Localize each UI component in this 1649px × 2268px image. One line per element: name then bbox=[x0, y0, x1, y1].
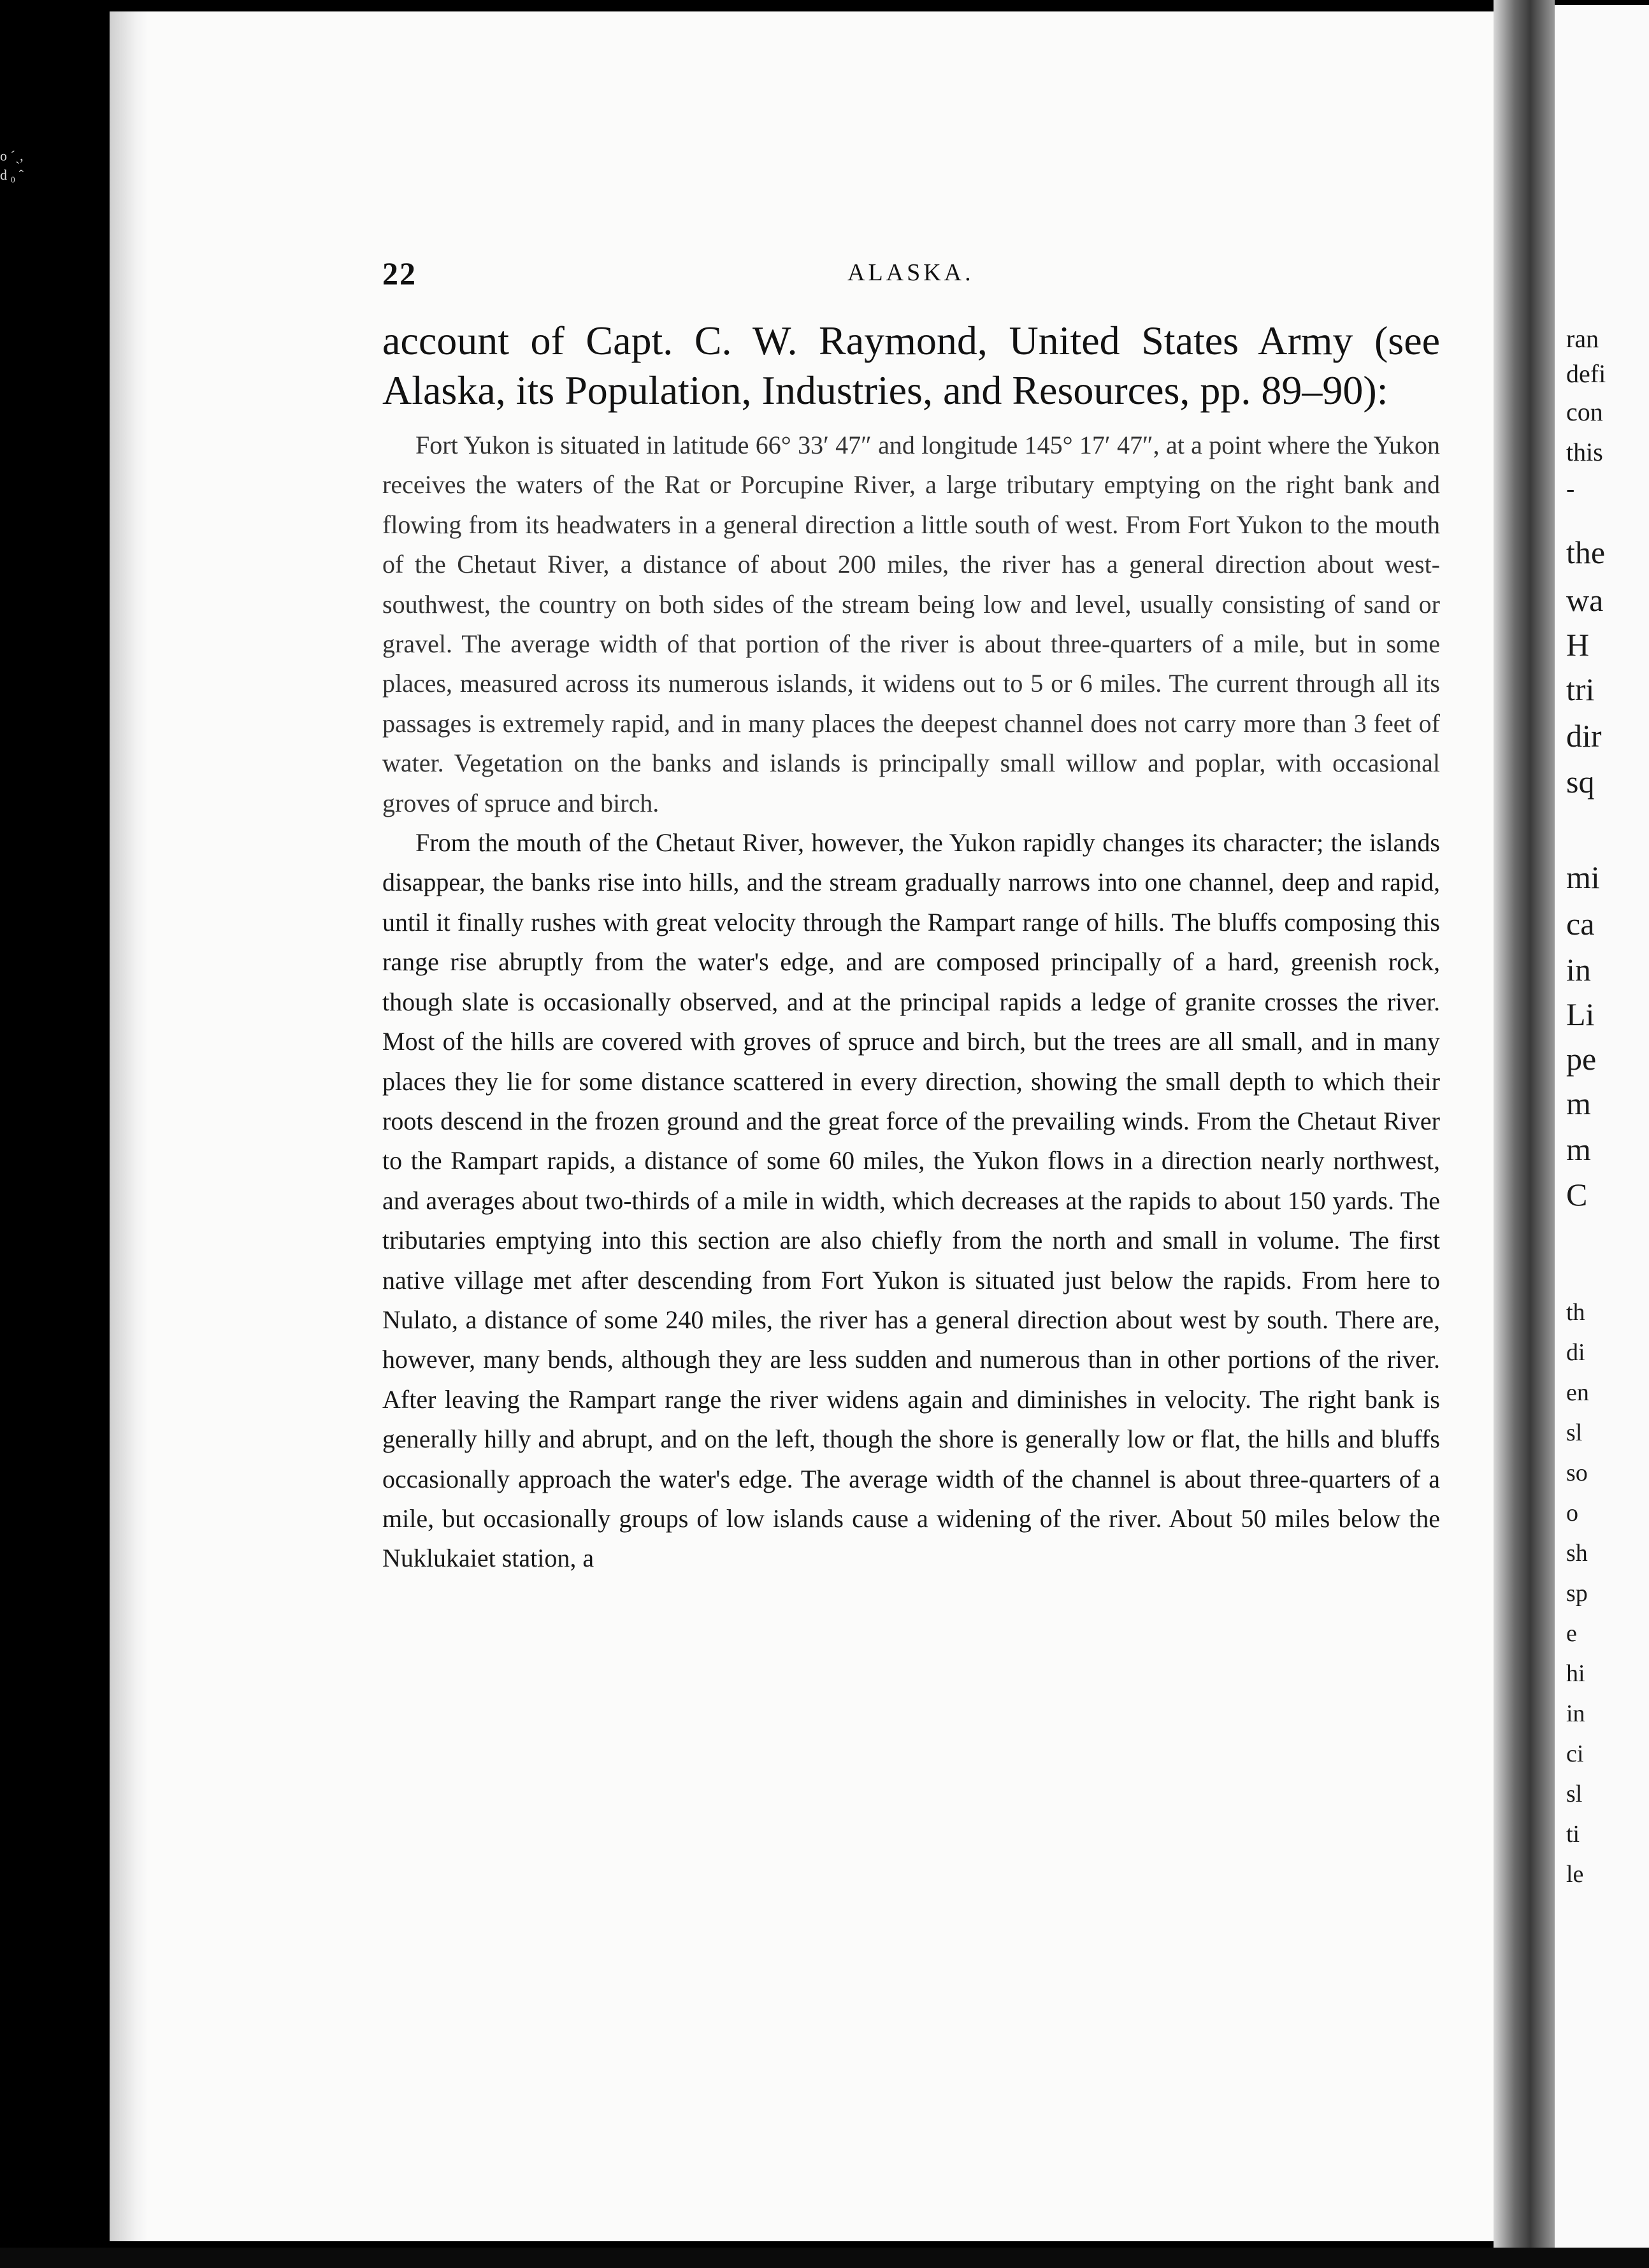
fragment-text: con bbox=[1566, 398, 1603, 426]
fragment-text: hi bbox=[1566, 1660, 1585, 1687]
fragment-text: wa bbox=[1566, 582, 1604, 618]
page-edge-shadow bbox=[110, 11, 148, 2241]
fragment-text: m bbox=[1566, 1086, 1591, 1121]
fragment-text: sh bbox=[1566, 1540, 1588, 1567]
fragment-text: mi bbox=[1566, 859, 1600, 895]
fragment-text: - bbox=[1566, 474, 1575, 503]
fragment-text: Li bbox=[1566, 996, 1595, 1032]
quote-paragraph-1: Fort Yukon is situated in latitude 66° 33′ 47″ and longitude 145° 17′ 47″, at a point where the Yukon receives the waters of the Rat or Porcupine River, a large tributary emptying on the right bank and flowing from its headwaters in a general direction a little south of west. From Fort Yukon to the mouth of the Chetaut River, a distance of about 200 miles, the river has a general direction about west-southwest, the country on both sides of the stream being low and level, usually consisting of sand or gravel. The average width of that portion of the river is about three-quarters of a mile, but in some places, measured across its numerous islands, it widens out to 5 or 6 miles. The current through all its passages is extremely rapid, and in many places the deepest channel does not carry more than 3 feet of water. Vegetation on the banks and islands is principally small willow and poplar, with occasional groves of spruce and birch. bbox=[382, 431, 1440, 817]
fragment-text: di bbox=[1566, 1339, 1585, 1366]
fragment-text: o bbox=[1566, 1500, 1578, 1526]
scan-bottom-border bbox=[0, 2248, 1649, 2268]
fragment-text: e bbox=[1566, 1620, 1577, 1647]
fragment-text: H bbox=[1566, 627, 1590, 663]
fragment-text: C bbox=[1566, 1177, 1588, 1212]
quoted-passage bbox=[382, 426, 1440, 1579]
fragment-text: ti bbox=[1566, 1821, 1580, 1848]
speck-line: o ´ˏ, bbox=[0, 148, 24, 164]
fragment-text: defi bbox=[1566, 359, 1606, 388]
scan-edge-specks bbox=[0, 147, 76, 223]
fragment-text: so bbox=[1566, 1460, 1588, 1486]
fragment-text: sq bbox=[1566, 764, 1595, 800]
fragment-text: th bbox=[1566, 1299, 1585, 1326]
fragment-text: ci bbox=[1566, 1740, 1584, 1767]
right-page-fragment bbox=[1555, 5, 1649, 2264]
fragment-text: en bbox=[1566, 1379, 1589, 1406]
fragment-text: pe bbox=[1566, 1041, 1597, 1077]
fragment-text: m bbox=[1566, 1131, 1591, 1167]
fragment-text: dir bbox=[1566, 718, 1602, 754]
fragment-text: le bbox=[1566, 1861, 1584, 1888]
fragment-text: sl bbox=[1566, 1781, 1583, 1807]
fragment-text: sp bbox=[1566, 1580, 1588, 1607]
fragment-text: in bbox=[1566, 952, 1591, 987]
running-head: ALASKA. bbox=[847, 259, 974, 286]
page-number: 22 bbox=[382, 255, 417, 291]
page-header bbox=[382, 255, 1440, 293]
fragment-text: ran bbox=[1566, 324, 1599, 353]
speck-line: d ₀ ˆ bbox=[0, 167, 24, 183]
fragment-text: sl bbox=[1566, 1419, 1583, 1446]
fragment-text: this bbox=[1566, 438, 1603, 466]
quote-paragraph-2: From the mouth of the Chetaut River, however, the Yukon rapidly changes its character; the islands disappear, the banks rise into hills, and the stream gradually narrows into one channel, deep and rapid, until it finally rushes with great velocity through the Rampart range of hills. The bluffs composing this range rise abruptly from the water's edge, and are composed principally of a hard, greenish rock, though slate is occasionally observed, and at the principal rapids a ledge of granite crosses the river. Most of the hills are covered with groves of spruce and birch, but the trees are all small, and in many places they lie for some distance scattered in every direction, showing the small depth to which their roots descend in the frozen ground and the great force of the prevailing winds. From the Chetaut River to the Rampart rapids, a distance of some 60 miles, the Yukon flows in a direction nearly northwest, and averages about two-thirds of a mile in width, which decreases at the rapids to about 150 yards. The tributaries emptying into this section are also chiefly from the north and small in volume. The first native village met after descending from Fort Yukon is situated just below the rapids. From here to Nulato, a distance of some 240 miles, the river has a general direction about west by south. There are, however, many bends, although they are less sudden and numerous than in other portions of the river. After leaving the Rampart range the river widens again and diminishes in velocity. The right bank is generally hilly and abrupt, and on the left, though the shore is generally low or flat, the hills and bluffs occasionally approach the water's edge. The average width of the channel is about three-quarters of a mile, but occasionally groups of low islands cause a widening of the river. About 50 miles below the Nuklukaiet station, a bbox=[382, 828, 1440, 1573]
fragment-text: in bbox=[1566, 1700, 1585, 1727]
fragment-text: tri bbox=[1566, 671, 1595, 707]
lead-paragraph: account of Capt. C. W. Raymond, United States Army (see Alaska, its Population, Industries, and Resources, pp. 89–90): bbox=[382, 318, 1440, 413]
book-gutter bbox=[1494, 0, 1555, 2268]
fragment-text: ca bbox=[1566, 906, 1595, 942]
fragment-text: the bbox=[1566, 535, 1606, 570]
